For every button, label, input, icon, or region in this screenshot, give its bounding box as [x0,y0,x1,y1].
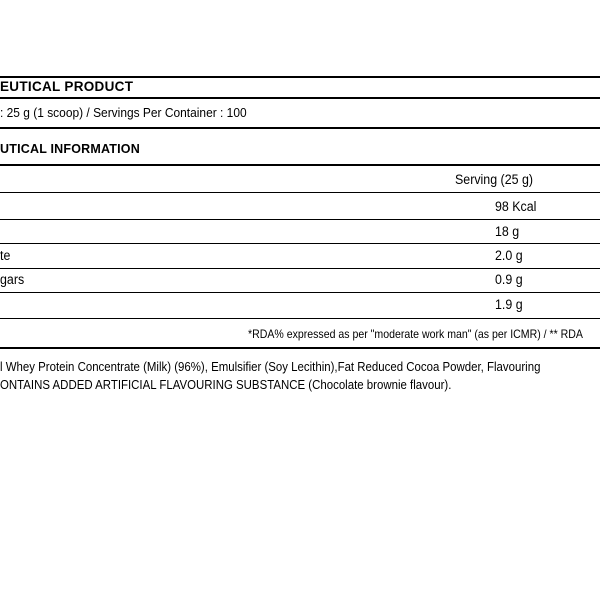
row-rule [0,268,600,269]
table-bottom-rule [0,347,600,349]
row-rule [0,318,600,319]
serving-info: : 25 g (1 scoop) / Servings Per Container : 100 [0,105,247,120]
table-row-value: 18 g [495,224,520,239]
heading-product: EUTICAL PRODUCT [0,79,134,94]
heading-information: UTICAL INFORMATION [0,142,140,156]
table-row-value: 98 Kcal [495,199,537,214]
ingredients-line-2: ONTAINS ADDED ARTIFICIAL FLAVOURING SUBSTANCE (Chocolate brownie flavour). [0,377,452,392]
product-heading-rule [0,97,600,99]
row-rule [0,243,600,244]
row-rule [0,292,600,293]
ingredients-line-1: l Whey Protein Concentrate (Milk) (96%), Emulsifier (Soy Lecithin),Fat Reduced Cocoa Powder, Flavouring [0,359,541,374]
info-heading-rule [0,164,600,166]
serving-info-rule [0,127,600,129]
table-row-value: 1.9 g [495,297,523,312]
top-rule [0,76,600,78]
row-rule [0,219,600,220]
column-header-rule [0,192,600,193]
table-row-value: 2.0 g [495,248,523,263]
column-header-serving: Serving (25 g) [455,172,534,187]
table-row-value: 0.9 g [495,272,523,287]
table-row-label: te [0,248,11,263]
rda-footnote: *RDA% expressed as per "moderate work man" (as per ICMR) / ** RDA [248,327,583,341]
table-row-label: gars [0,272,25,287]
